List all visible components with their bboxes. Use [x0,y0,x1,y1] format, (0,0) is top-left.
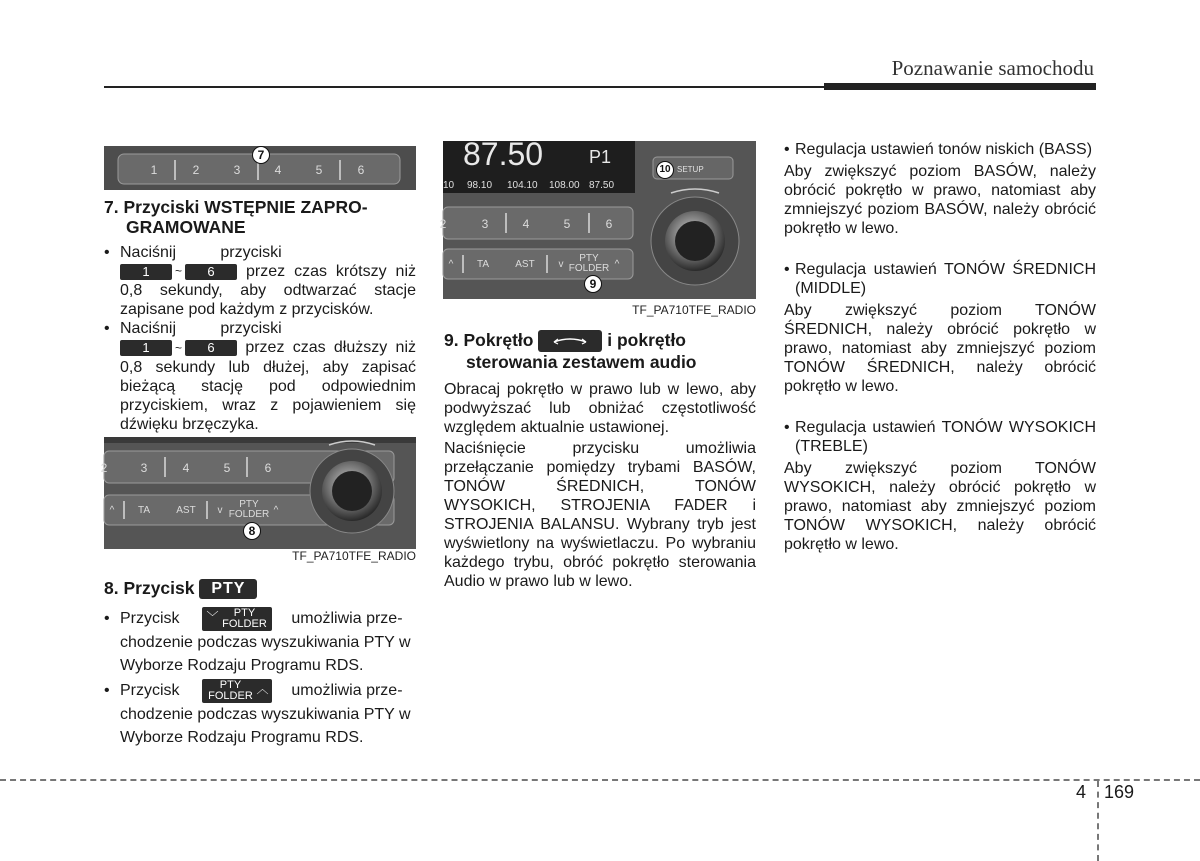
pty-button-label: PTY [579,253,599,264]
bullet-1-rest: przez czas krótszy niż 0,8 sekundy, aby odtwarzać stacje zapisane pod każdym z przycisków. [120,263,417,319]
section-7-heading-line2: GRAMOWANE [126,217,246,237]
ta-button: TA [476,259,490,270]
treble-text: Aby zwiększyć poziom TONÓW WYSOKICH, należy obrócić pokrętło w prawo, natomiast aby zmniejszyć poziom TONÓW WYSOKICH, należy obrócić pokrętło w lewo. [784,460,1096,553]
figure-preset-buttons [104,146,416,190]
ast-button: AST [515,259,535,270]
bass-bullet: • Regulacja ustawień tonów niskich (BASS) [784,140,1096,159]
chevron-up-icon: ︿ [256,682,269,697]
svg-text:^: ^ [109,505,115,516]
pty-folder-down-key [202,607,272,631]
section-9 [444,330,756,591]
callout-9: 9 [584,275,602,293]
folder-button-label: FOLDER [568,263,610,274]
figure-pty-button [100,437,416,565]
display-preset-frequency: 10 [443,180,455,191]
display-preset: P1 [589,147,612,167]
preset-button-5: 5 [563,217,571,231]
preset-button-2: 2 [100,461,108,475]
preset-button-6: 6 [264,461,272,475]
audio-knob-key [538,330,602,352]
svg-text:^: ^ [448,259,454,270]
figure-8-caption: TF_PA710TFE_RADIO [292,549,416,563]
middle-text: Aby zwiększyć poziom TONÓW ŚREDNICH, należy obrócić pokrętło w prawo, natomiast aby zmniejszyć poziom TONÓW ŚREDNICH, należy obrócić pokrętło w lewo. [784,302,1096,395]
header-rule [104,86,824,88]
bullet-1-lead: Naciśnij przyciski [120,244,282,261]
svg-text:v: v [217,505,223,516]
bullet-2-lead: Naciśnij przyciski [120,320,282,338]
preset-button-4: 4 [522,217,530,231]
rotate-arrows-icon [538,330,602,352]
bullet-2-rest: przez czas dłuższy niż 0,8 sekundy lub dłużej, aby zapisać bieżącą stację pod odpowiednim przyciskiem, wraz z pojawieniem się dźwięku brzęczyka. [120,339,416,433]
callout-10: 10 [656,161,674,179]
footer-dashed-divider [1097,781,1099,861]
section-8-heading [104,578,416,599]
preset-button-3: 3 [140,461,148,475]
section-8-bullet-up [104,679,416,749]
middle-bullet: • Regulacja ustawień TONÓW ŚREDNICH (MIDDLE) [784,260,1096,298]
pty-label: PTY [219,679,242,692]
preset-range-key-2 [120,339,237,358]
folder-label: FOLDER [208,690,253,703]
figure-audio-knob [439,136,756,319]
folder-label: FOLDER [222,618,267,631]
key-tilde: ~ [175,340,183,355]
chapter-number: 4 [1076,782,1087,802]
display-preset-frequency: 98.10 [467,180,493,191]
preset-button-6: 6 [357,163,365,177]
display-preset-frequency: 87.50 [589,180,615,191]
display-frequency: 87.50 [463,136,544,172]
pty-label: PTY [233,607,256,620]
section-7-bullet-1 [104,243,416,319]
preset-button-5: 5 [223,461,231,475]
section-9-para-2: Naciśnięcie przycisku umożliwia przełączanie pomiędzy trybami BASÓW, TONÓW ŚREDNICH, TONÓW WYSOKICH, STROJENIA FADER i STROJENIA BALANSU. Wybrany tryb jest wyświetlony na wyświetlaczu. Po wybraniu każdego trybu, obróć pokrętło sterowania Audio w prawo lub w lewo. [444,440,756,591]
section-9-para-1: Obracaj pokrętło w prawo lub w lewo, aby podwyższać lub obniżać częstotliwość względem aktualnie ustawionej. [444,381,756,437]
pty-key: PTY [199,579,257,599]
section-7-heading-line1: 7. Przyciski WSTĘPNIE ZAPRO- [104,197,368,217]
bullet-down-lead: Przycisk [120,610,180,628]
footer-dashed-rule [0,779,1200,781]
radio-display-illustration [439,136,756,319]
page-number: 169 [1104,782,1135,802]
section-9-heading-tail: i pokrętło [607,330,686,350]
key-1: 1 [120,340,172,356]
pty-button-label: PTY [239,499,259,510]
radio-pty-illustration [100,437,416,565]
key-tilde: ~ [175,264,183,279]
preset-button-3: 3 [233,163,241,177]
svg-text:v: v [558,259,564,270]
key-6: 6 [185,340,237,356]
section-7 [104,197,416,434]
tone-settings-column [784,140,1096,554]
section-9-heading-line2: sterowania zestawem audio [466,352,697,373]
treble-bullet: • Regulacja ustawień TONÓW WYSOKICH (TREBLE) [784,418,1096,456]
preset-button-2: 2 [439,217,447,231]
display-preset-frequency: 108.00 [549,180,580,191]
key-1: 1 [120,264,172,280]
svg-text:^: ^ [273,505,279,516]
preset-button-3: 3 [481,217,489,231]
preset-range-key-1 [120,262,237,281]
bullet-up-rest2: chodzenie podczas wyszukiwania PTY w Wyborze Rodzaju Programu RDS. [120,706,411,747]
folder-button-label: FOLDER [228,509,270,520]
page-header-title: Poznawanie samochodu [891,56,1094,80]
section-7-bullet-2 [104,319,416,433]
section-9-heading-line1 [444,330,756,352]
bass-text: Aby zwiększyć poziom BASÓW, należy obrócić pokrętło w prawo, natomiast aby zmniejszyć poziom BASÓW, należy obrócić pokrętło w lewo. [784,163,1096,237]
section-8-bullet-down [104,607,416,677]
bullet-up-rest1: umożliwia prze- [291,682,403,700]
chevron-down-icon: ﹀ [206,610,219,625]
display-preset-frequency: 104.10 [507,180,538,191]
preset-button-1: 1 [150,163,158,177]
preset-button-5: 5 [315,163,323,177]
setup-button: SETUP [677,165,704,174]
bullet-down-rest2: chodzenie podczas wyszukiwania PTY w Wyborze Rodzaju Programu RDS. [120,634,411,675]
header-rule-accent [824,83,1096,90]
bullet-up-lead: Przycisk [120,682,180,700]
section-9-heading-lead: 9. Pokrętło [444,330,534,350]
section-8 [104,578,416,749]
preset-button-4: 4 [274,163,282,177]
svg-text:^: ^ [614,259,620,270]
callout-7: 7 [252,146,270,164]
preset-button-2: 2 [192,163,200,177]
ta-button: TA [137,505,151,516]
figure-9-caption: TF_PA710TFE_RADIO [632,303,756,317]
bullet-down-rest1: umożliwia prze- [291,610,403,628]
section-8-heading-text: 8. Przycisk [104,578,195,598]
preset-button-4: 4 [182,461,190,475]
pty-folder-up-key [202,679,272,703]
key-6: 6 [185,264,237,280]
ast-button: AST [176,505,196,516]
preset-button-6: 6 [605,217,613,231]
callout-8: 8 [243,522,261,540]
